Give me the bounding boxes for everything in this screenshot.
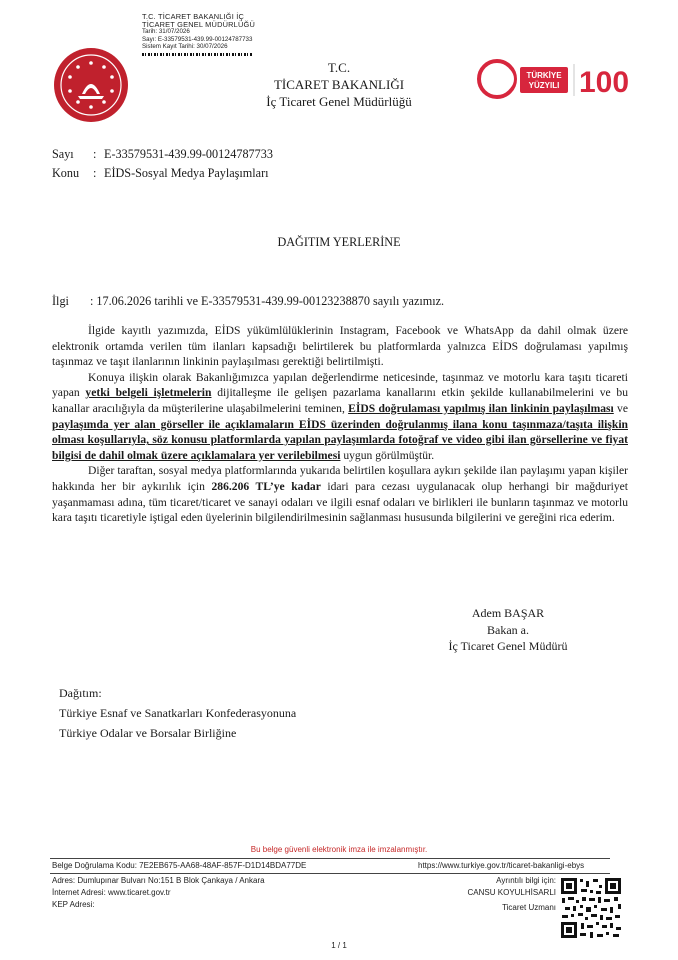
page-number: 1 / 1 [331, 941, 347, 950]
distribution-label: Dağıtım: [59, 686, 102, 700]
p2-text-c: dijitalleşme ile gelişen pazarlama kanallarını etkin şekilde kullanabilmelerini ve bu kanallar aracılığıyla da müşterilerine ulaşabilmelerini teminen, [52, 386, 628, 415]
p2-emphasis-conditions: paylaşımda yer alan görseller ile açıklamaların EİDS üzerinden doğrulanmış ilana konu taşınmaza/taşıta ilişkin olması koşullarıyla, söz konusu platformlarda yapılan paylaşımlarda fotoğraf ve video gibi ilan görsellerine ve fiyat bilgisi de dahil olmak üzere açıklamalara yer verilebilmesi [52, 417, 628, 462]
p2-emphasis-licensed: yetki belgeli işletmelerin [85, 386, 212, 400]
verification-code: Belge Doğrulama Kodu: 7E2EB675-AA68-48AF-857F-D1D14BDA77DE [52, 861, 307, 870]
paragraph-2 [52, 370, 628, 464]
info-role: Ticaret Uzmanı [502, 903, 556, 912]
distribution-item: Türkiye Esnaf ve Sanatkarları Konfederasyonuna [59, 706, 297, 720]
footer-divider [50, 858, 610, 859]
signature-block [418, 605, 598, 655]
stamp-line-1: T.C. TİCARET BAKANLIĞI İÇ [142, 12, 245, 21]
sayi-value: E-33579531-439.99-00124787733 [104, 147, 273, 161]
stamp-system-date: Sistem Kayıt Tarihi: 30/07/2026 [142, 43, 228, 51]
logo-number: 100 [579, 66, 630, 99]
sayi-label: Sayı [52, 147, 74, 161]
signer-role-2: İç Ticaret Genel Müdürü [448, 639, 568, 653]
footer-divider [50, 873, 610, 874]
p2-emphasis-link: EİDS doğrulaması yapılmış ilan linkinin paylaşılması [348, 401, 614, 415]
distribution-block [59, 683, 296, 743]
info-label: Ayrıntılı bilgi için: [496, 876, 556, 885]
verification-link[interactable]: https://www.turkiye.gov.tr/ticaret-bakanligi-ebys [418, 861, 585, 870]
konu-sep: : [93, 166, 97, 180]
p2-text-e: ve [613, 401, 628, 415]
p2-text-g: uygun görülmüştür. [340, 448, 435, 462]
kep-address: KEP Adresi: [52, 900, 95, 909]
p3-text-c: idari para cezası uygulanacak olup herhangi bir mağduriyet yaşanmaması adına, tüm ticaret/ticaret ve sanayi odaları ve ilgili esnaf odaları ve birlikleri ile bunların taşınmaz ve motorlu kara taşıtı ticaretiyle iştigal eden üyelerinin bilgilendirilmesinin sağlanması hususunda bilgilerini ve gereğini rica ederim. [52, 479, 629, 525]
paragraph-1: İlgide kayıtlı yazımızda, EİDS yükümlülüklerinin Instagram, Facebook ve WhatsApp da dahil olmak üzere elektronik ortamda verilen tüm ilanları kapsadığı belirtilerek bu platformlarda yalnızca EİDS doğrulaması yapılmış taşınmaz ve taşıt ilanlarının linkinin paylaşılması gerektiği belirtilmişti. [52, 324, 628, 369]
e-signature-notice: Bu belge güvenli elektronik imza ile imzalanmıştır. [250, 845, 428, 854]
stamp-number: Sayı: E-33579531-439.99-00124787733 [142, 35, 253, 43]
stamp-line-2: TİCARET GENEL MÜDÜRLÜĞÜ [142, 19, 256, 29]
logo-line-1: TÜRKİYE [526, 71, 562, 80]
stamp-date: Tarih: 31/07/2026 [142, 28, 190, 36]
p3-fine-amount: 286.206 TL’ye kadar [211, 479, 321, 493]
signer-role-1: Bakan a. [487, 622, 529, 637]
logo-line-2: YÜZYILI [528, 81, 560, 90]
address: Adres: Dumlupınar Bulvarı No:151 B Blok Çankaya / Ankara [52, 876, 265, 885]
distribution-item: Türkiye Odalar ve Borsalar Birliğine [59, 726, 237, 740]
registry-stamp [142, 13, 255, 56]
header-directorate: İç Ticaret Genel Müdürlüğü [266, 94, 412, 109]
ilgi-label: İlgi [52, 294, 69, 308]
web-address[interactable]: İnternet Adresi: www.ticaret.gov.tr [52, 888, 171, 897]
sayi-sep: : [93, 147, 97, 161]
paragraph-3 [52, 463, 628, 525]
header-tc: T.C. [327, 60, 351, 75]
p3-text-a: Diğer taraftan, sosyal medya platformlarında yukarıda belirtilen koşullara aykırı şekilde ilan paylaşımı yapan kişiler hakkında her bir aykırılık için [52, 464, 628, 493]
signer-name: Adem BAŞAR [471, 606, 545, 620]
konu-label: Konu [52, 166, 80, 180]
stamp-barcode [142, 53, 252, 56]
p2-text-a: Konuya ilişkin olarak Bakanlığımızca yapılan değerlendirme neticesinde, taşınmaz ve motorlu kara taşıtı ticareti yapan [52, 370, 628, 400]
recipient: DAĞITIM YERLERİNE [277, 235, 401, 249]
ilgi-value: : 17.06.2026 tarihli ve E-33579531-439.99-00123238870 sayılı yazımız. [90, 294, 445, 308]
info-name: CANSU KOYULHİSARLI [467, 888, 556, 897]
letter-body [52, 323, 628, 526]
konu-value: EİDS-Sosyal Medya Paylaşımları [104, 166, 269, 180]
header-ministry: TİCARET BAKANLIĞI [273, 77, 405, 92]
qr-code [560, 877, 622, 939]
